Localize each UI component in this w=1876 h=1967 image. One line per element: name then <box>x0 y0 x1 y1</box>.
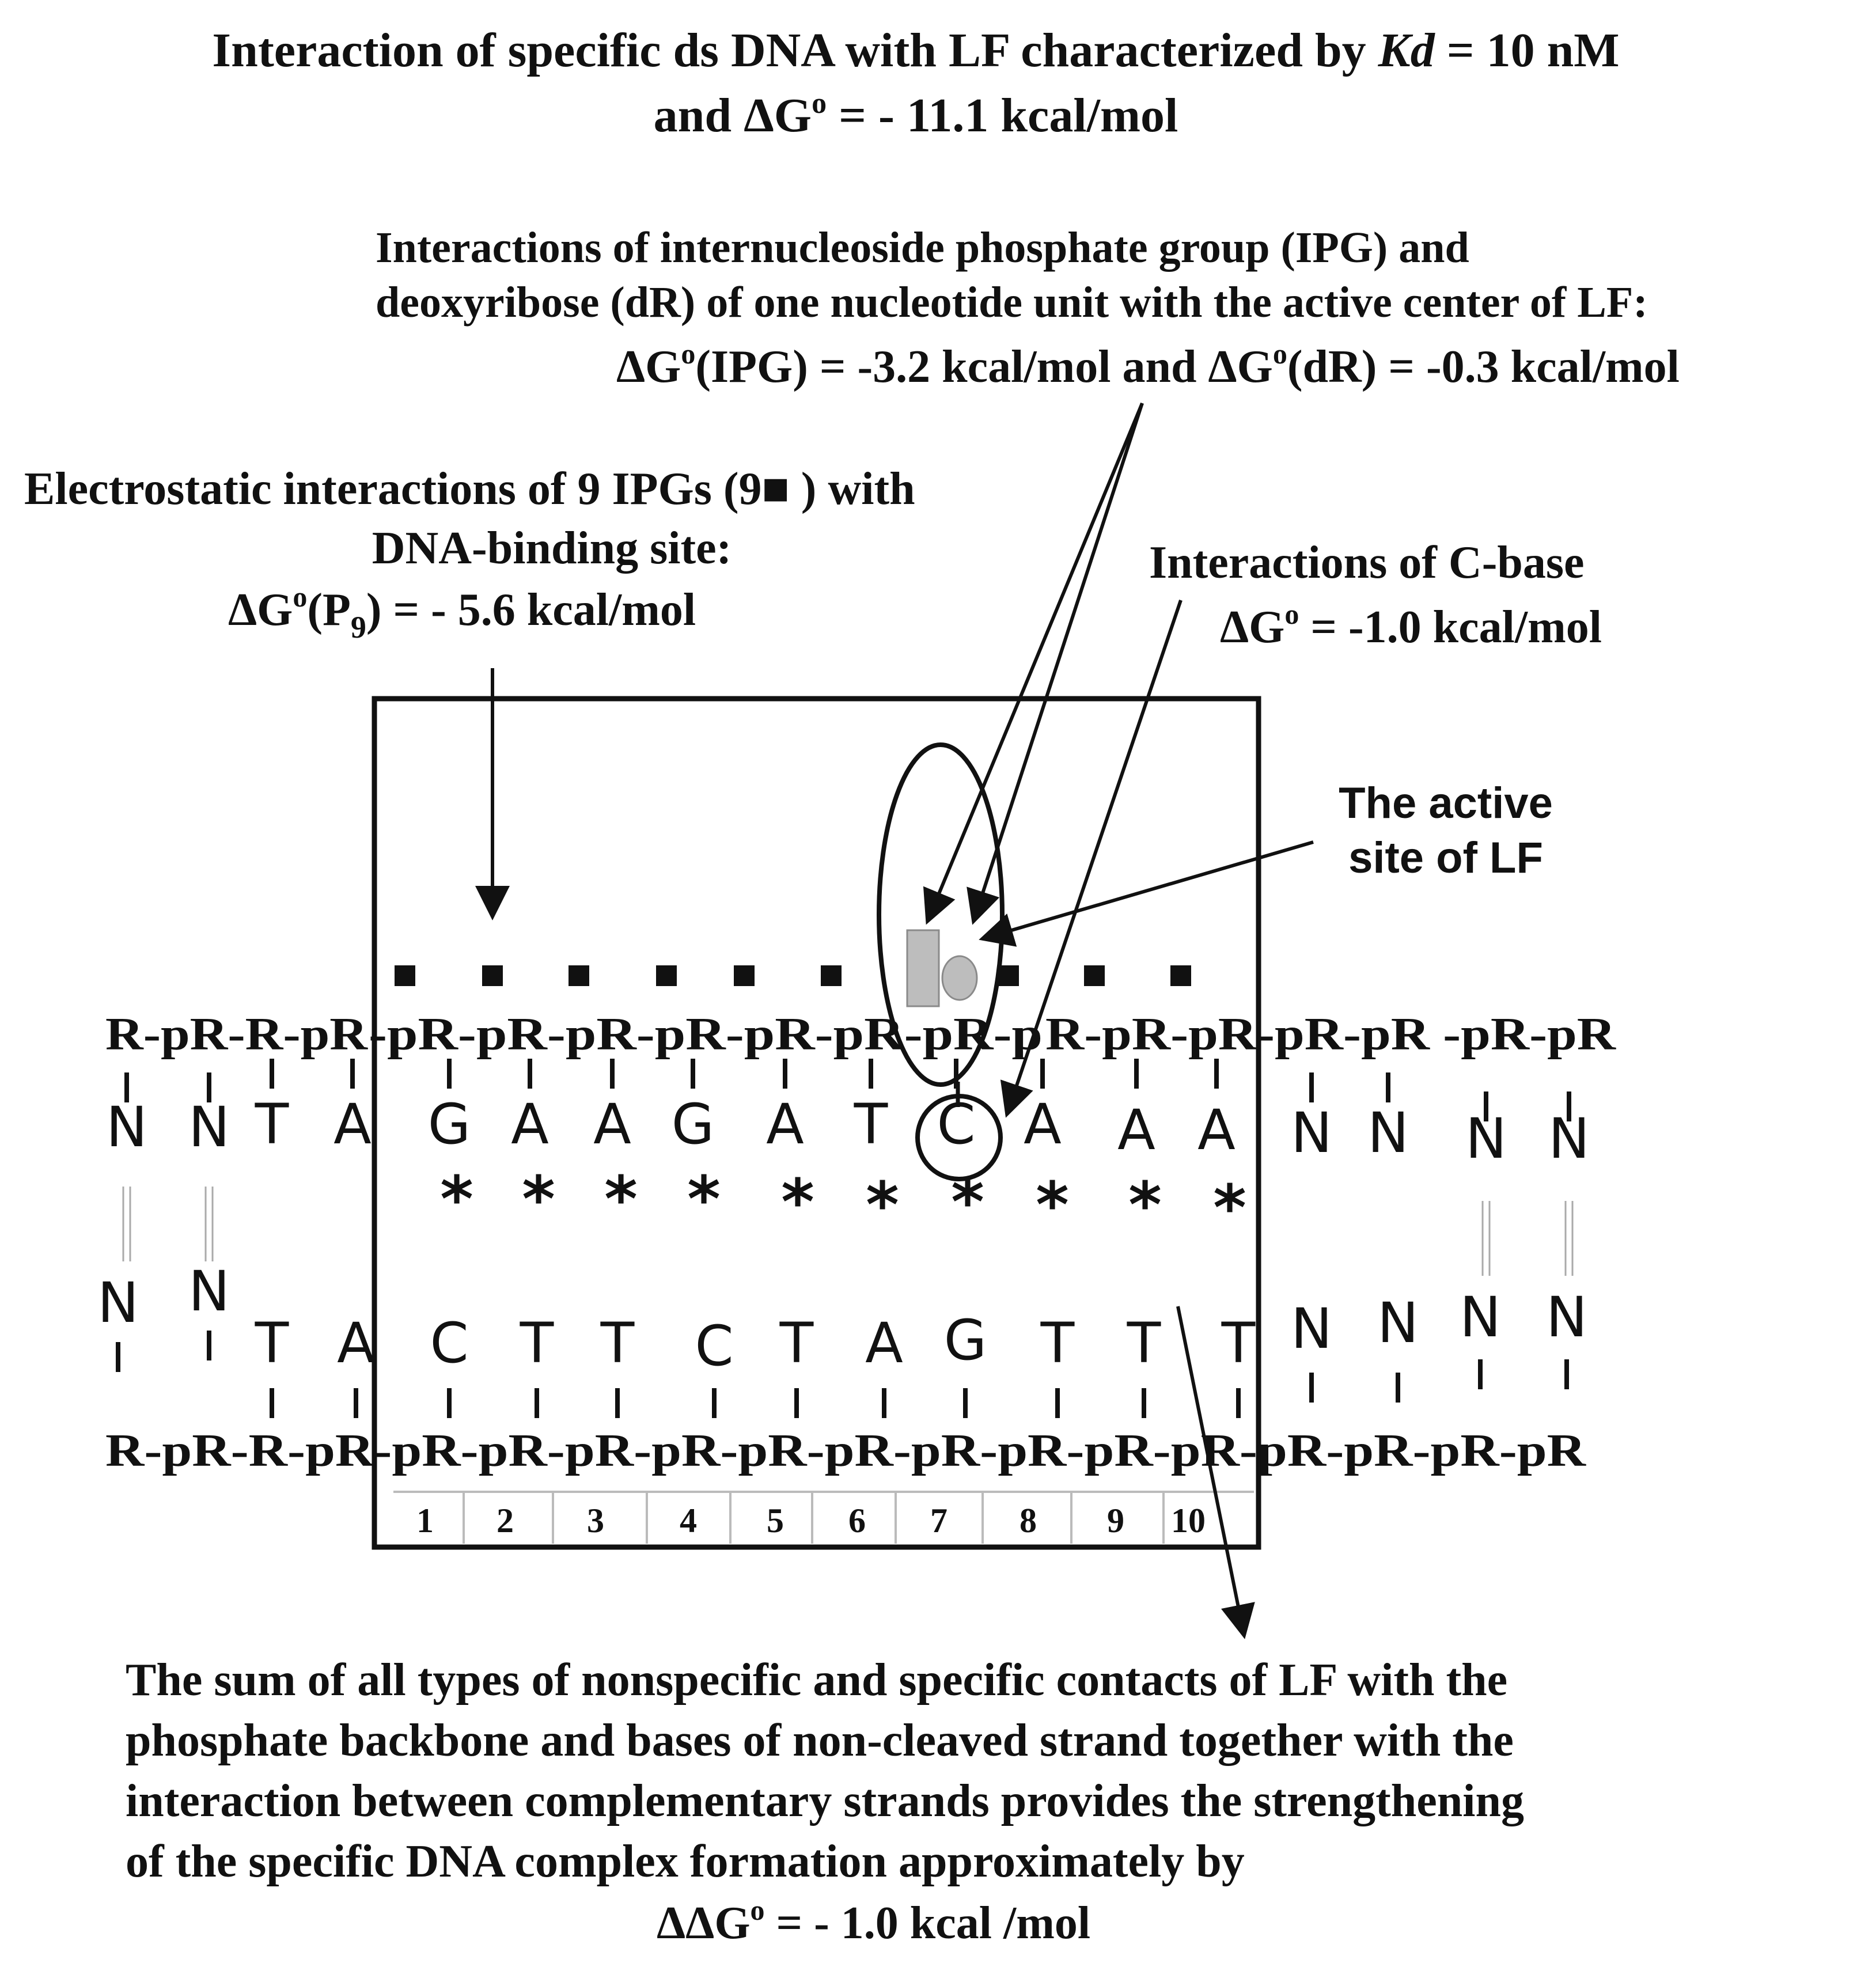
base-contact-markers <box>440 1162 1246 1245</box>
bottom-base-7: T <box>600 1311 635 1375</box>
top-strand-backbone-left: R-pR-R-pR <box>105 1009 369 1060</box>
phosphate-square-4 <box>656 965 677 986</box>
top-base-15: N <box>1291 1101 1332 1165</box>
top-base-17: N <box>1465 1106 1507 1171</box>
bottom-base-10: A <box>865 1311 903 1375</box>
summary-line-1: The sum of all types of nonspecific and specific contacts of LF with the <box>126 1655 1508 1706</box>
top-base-12: A <box>1024 1092 1062 1157</box>
phosphate-square-8 <box>1084 965 1105 986</box>
cbase-label-line-2: $\Delta G^o = -1.0$ kcal/mol <box>1220 598 1602 653</box>
contact-star-1: * <box>440 1162 473 1236</box>
title-line-2: and $\Delta G^o$ = - 11.1 kcal/mol <box>653 87 1178 142</box>
position-number-6: 6 <box>848 1502 866 1540</box>
phosphate-square-5 <box>734 965 755 986</box>
title-line-1: Interaction of specific ds DNA with LF characterized by Kd = 10 nM <box>212 24 1620 77</box>
complementary-hbond-lines <box>123 1187 1572 1276</box>
bottom-strand-backbone: R-pR-R-pR-pR-pR-pR-pR-pR-pR-pR-pR-pR-pR-pR-pR-pR-pR <box>105 1426 1587 1476</box>
bottom-base-4: A <box>337 1311 375 1375</box>
active-site-ipg-shape <box>907 930 939 1006</box>
summary-line-4: of the specific DNA complex formation approximately by <box>126 1836 1245 1887</box>
electro-label-line-2: DNA-binding site: <box>372 523 732 574</box>
bottom-base-15: N <box>1291 1297 1332 1361</box>
top-strand-backbone-right: R-pR-pR-pR-pR -pR-pR <box>1045 1009 1617 1060</box>
contact-star-9: * <box>1128 1168 1162 1242</box>
phosphate-square-1 <box>395 965 415 986</box>
arrow-dr <box>973 403 1142 922</box>
top-base-11: C <box>937 1092 976 1157</box>
contact-star-2: * <box>522 1162 555 1236</box>
top-base-7: A <box>593 1092 631 1157</box>
phosphate-square-6 <box>821 965 842 986</box>
active-site-dr-shape <box>942 956 977 1000</box>
top-base-13: A <box>1117 1098 1155 1162</box>
position-number-1: 1 <box>416 1502 434 1540</box>
electro-label-line-1: Electrostatic interactions of 9 IPGs (9■ ) with <box>24 464 915 514</box>
cbase-label-line-1: Interactions of C-base <box>1149 537 1585 588</box>
bottom-base-1: N <box>97 1271 139 1335</box>
bottom-base-13: T <box>1127 1311 1161 1375</box>
contact-star-10: * <box>1213 1171 1246 1245</box>
bottom-base-9: T <box>779 1311 814 1375</box>
position-number-9: 9 <box>1107 1502 1124 1540</box>
contact-star-5: * <box>781 1165 814 1239</box>
top-strand-bases <box>106 1092 1590 1171</box>
bottom-base-14: T <box>1221 1311 1256 1375</box>
contact-star-7: * <box>951 1165 984 1239</box>
bottom-base-16: N <box>1377 1291 1419 1355</box>
top-base-14: A <box>1197 1098 1235 1162</box>
position-ruler-ticks <box>464 1493 1164 1544</box>
position-number-10: 10 <box>1171 1502 1206 1540</box>
bottom-base-11: G <box>943 1308 987 1373</box>
contact-star-3: * <box>604 1162 638 1236</box>
ipg-label-line-1: Interactions of internucleoside phosphate group (IPG) and <box>376 223 1469 272</box>
top-base-10: T <box>854 1092 888 1157</box>
top-base-18: N <box>1548 1106 1590 1171</box>
active-site-label-line-1: The active <box>1339 779 1553 828</box>
contact-star-4: * <box>687 1162 721 1236</box>
contact-star-6: * <box>866 1168 899 1242</box>
ipg-label-line-2: deoxyribose (dR) of one nucleotide unit with the active center of LF: <box>376 278 1648 327</box>
arrow-ipg <box>927 403 1142 922</box>
top-base-4: A <box>333 1092 372 1157</box>
summary-line-2: phosphate backbone and bases of non-cleaved strand together with the <box>126 1715 1514 1766</box>
top-base-6: A <box>511 1092 549 1157</box>
phosphate-group-markers <box>395 965 1191 986</box>
bottom-base-3: T <box>255 1311 289 1375</box>
phosphate-square-3 <box>569 965 589 986</box>
bottom-base-2: N <box>188 1259 230 1324</box>
top-base-9: A <box>766 1092 804 1157</box>
bottom-base-12: T <box>1040 1311 1075 1375</box>
position-number-4: 4 <box>680 1502 697 1540</box>
phosphate-square-2 <box>482 965 503 986</box>
position-number-5: 5 <box>767 1502 784 1540</box>
bottom-base-5: C <box>430 1311 469 1375</box>
active-site-label-line-2: site of LF <box>1348 833 1543 882</box>
top-base-16: N <box>1367 1101 1409 1165</box>
contact-star-8: * <box>1036 1168 1069 1242</box>
top-strand-backbone-mid: -pR-pR-pR-pR-pR-pR-pR-p <box>369 1009 1043 1060</box>
bottom-base-8: C <box>695 1314 734 1378</box>
position-number-3: 3 <box>587 1502 604 1540</box>
summary-line-3: interaction between complementary strands provides the strengthening <box>126 1776 1524 1826</box>
position-number-7: 7 <box>930 1502 948 1540</box>
bottom-base-17: N <box>1460 1285 1501 1350</box>
top-base-1: N <box>106 1095 147 1159</box>
ipg-label-line-3: $\Delta G^o(IPG) = -3.2$ kcal/mol and $\Delta G^o(dR) = -0.3$ kcal/mol <box>616 338 1680 392</box>
electro-label-line-3: $\Delta G^o(P_9)$ = - 5.6 kcal/mol <box>228 581 696 645</box>
top-base-5: G <box>427 1092 471 1157</box>
position-number-2: 2 <box>497 1502 514 1540</box>
top-base-8: G <box>671 1092 715 1157</box>
bottom-base-18: N <box>1546 1285 1587 1350</box>
summary-line-5: $\Delta\Delta G^o$ = - 1.0 kcal /mol <box>657 1894 1091 1949</box>
bottom-base-6: T <box>520 1311 554 1375</box>
top-base-3: T <box>255 1092 289 1157</box>
bottom-strand-bases <box>97 1259 1587 1378</box>
position-number-8: 8 <box>1020 1502 1037 1540</box>
top-base-2: N <box>188 1095 230 1159</box>
bottom-strand-sugar-bonds <box>118 1331 1567 1418</box>
arrow-active-site <box>982 842 1313 939</box>
phosphate-square-9 <box>1170 965 1191 986</box>
